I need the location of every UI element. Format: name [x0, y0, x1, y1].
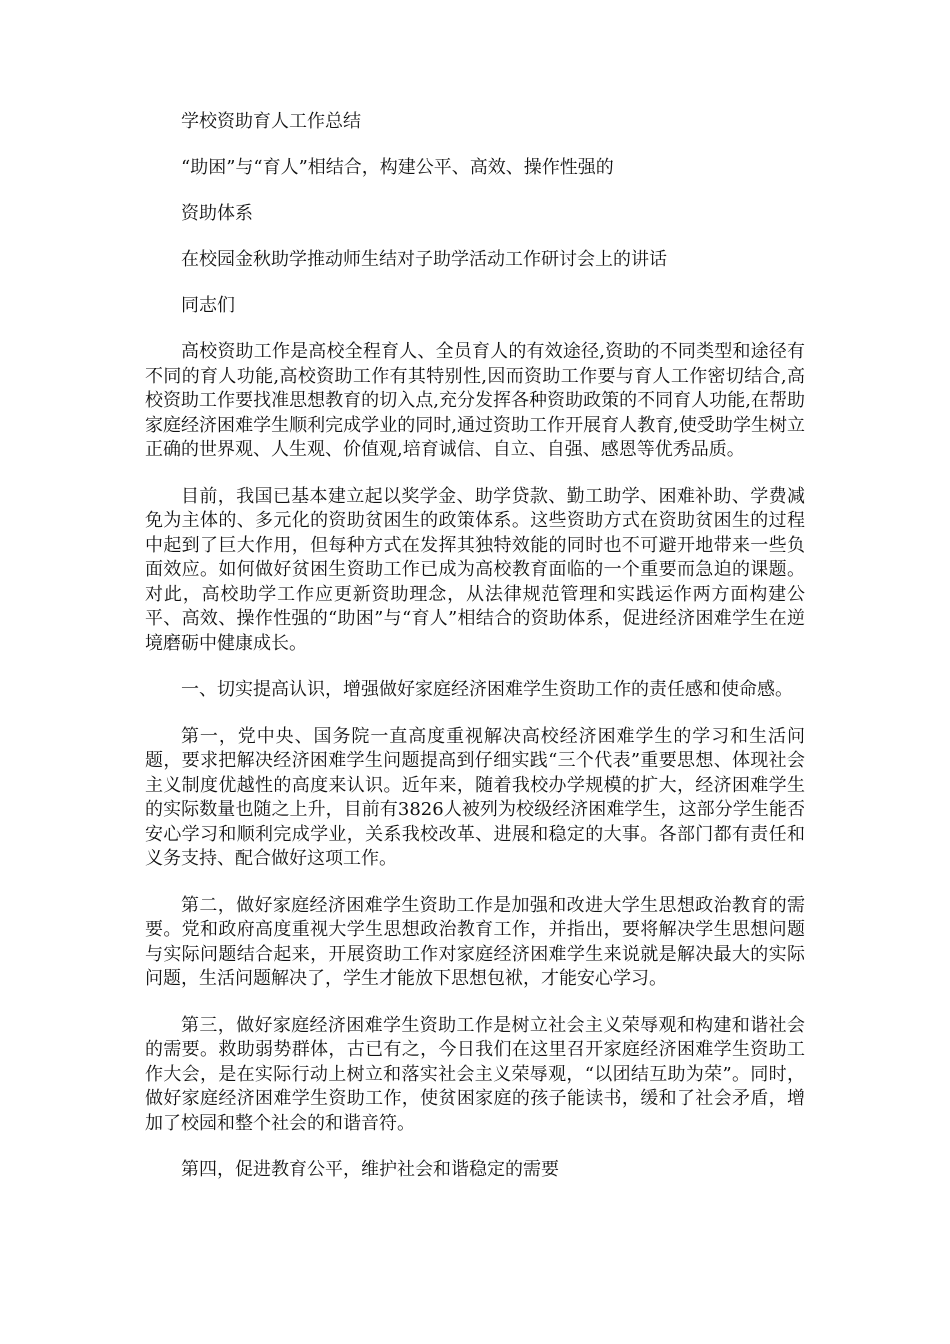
- paragraph-point-3: 第三，做好家庭经济困难学生资助工作是树立社会主义荣辱观和构建和谐社会的需要。救助弱势群体，古已有之，今日我们在这里召开家庭经济困难学生资助工作大会，是在实际行动上树立和落实社会主义荣辱观，“以团结互助为荣”。同时，做好家庭经济困难学生资助工作，使贫困家庭的孩子能读书，缓和了社会矛盾，增加了校园和整个社会的和谐音符。: [145, 1014, 805, 1134]
- paragraph-current-situation: 目前，我国已基本建立起以奖学金、助学贷款、勤工助学、困难补助、学费减免为主体的、多元化的资助贫困生的政策体系。这些资助方式在资助贫困生的过程中起到了巨大作用，但每种方式在发挥其独特效能的同时也不可避开地带来一些负面效应。如何做好贫困生资助工作已成为高校教育面临的一个重要而急迫的课题。对此，高校助学工作应更新资助理念，从法律规范管理和实践运作两方面构建公平、高效、操作性强的“助困”与“育人”相结合的资助体系，促进经济困难学生在逆境磨砺中健康成长。: [145, 485, 805, 654]
- document-subtitle-line-1: “助困”与“育人”相结合，构建公平、高效、操作性强的: [181, 157, 614, 178]
- paragraph-point-1: 第一，党中央、国务院一直高度重视解决高校经济困难学生的学习和生活问题，要求把解决经济困难学生问题提高到仔细实践“三个代表”重要思想、体现社会主义制度优越性的高度来认识。近年来，随着我校办学规模的扩大，经济困难学生的实际数量也随之上升，目前有3826人被列为校级经济困难学生，这部分学生能否安心学习和顺利完成学业，关系我校改革、进展和稳定的大事。各部门都有责任和义务支持、配合做好这项工作。: [145, 725, 805, 869]
- paragraph-point-4: 第四，促进教育公平，维护社会和谐稳定的需要: [181, 1159, 559, 1180]
- document-subtitle-line-2: 资助体系: [181, 203, 253, 224]
- paragraph-intro: 高校资助工作是高校全程育人、全员育人的有效途径,资助的不同类型和途径有不同的育人功能,高校资助工作有其特别性,因而资助工作要与育人工作密切结合,高校资助工作要找准思想教育的切入点,充分发挥各种资助政策的不同育人功能,在帮助家庭经济困难学生顺利完成学业的同时,通过资助工作开展育人教育,使受助学生树立正确的世界观、人生观、价值观,培育诚信、自立、自强、感恩等优秀品质。: [145, 341, 805, 460]
- section-heading-1: 一、切实提高认识，增强做好家庭经济困难学生资助工作的责任感和使命感。: [181, 679, 793, 700]
- salutation: 同志们: [181, 295, 235, 316]
- paragraph-point-2: 第二，做好家庭经济困难学生资助工作是加强和改进大学生思想政治教育的需要。党和政府高度重视大学生思想政治教育工作，并指出，要将解决学生思想问题与实际问题结合起来，开展资助工作对家庭经济困难学生来说就是解决最大的实际问题，生活问题解决了，学生才能放下思想包袱，才能安心学习。: [145, 894, 805, 989]
- document-page: [145, 110, 805, 1205]
- document-title: 学校资助育人工作总结: [181, 111, 361, 132]
- speech-title: 在校园金秋助学推动师生结对子助学活动工作研讨会上的讲话: [181, 249, 667, 270]
